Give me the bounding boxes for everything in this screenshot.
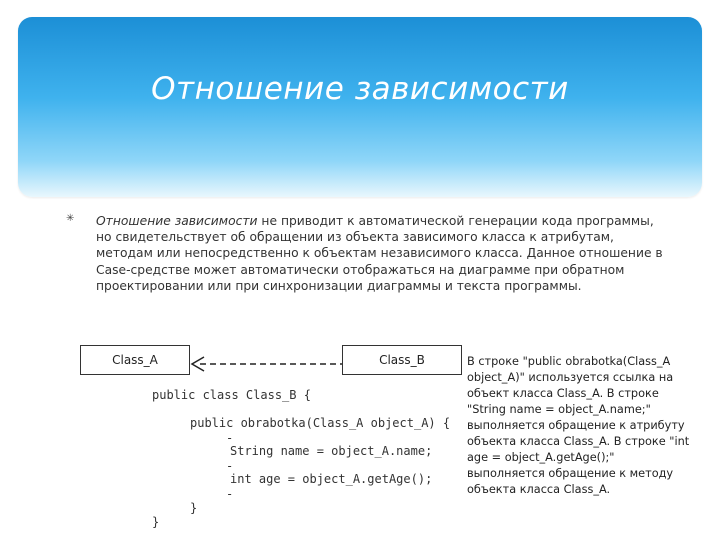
code-line-5: } — [190, 501, 198, 515]
dependency-arrow — [190, 352, 346, 376]
explanation-note: В строке "public obrabotka(Class_A object_A)" используется ссылка на объект класса Class_A. В строке "String name = object_A.name;" выполняется обращение к атрибуту объекта класса Class_A. В строке "int age = object_A.getAge();" выполняется обращение к методу объекта класса Class_A. — [467, 355, 690, 496]
class-a-box — [80, 345, 190, 375]
lead-term: Отношение зависимости — [96, 214, 258, 228]
paragraph-body: не приводит к автоматической генерации кода программы, но свидетельствует об обращении из объекта зависимого класса к атрибутам, методам или непосредственно к объектам независимого класса. Данное отношение в Case-средстве может автоматически отображаться на диаграмме при обратном проектировании или при синхронизации диаграммы и текста программы. — [96, 214, 663, 293]
bullet-star-icon: ✳ — [66, 213, 75, 224]
code-line-2: public obrabotka(Class_A object_A) { — [190, 416, 451, 430]
slide-title: Отношение зависимости — [151, 71, 569, 107]
bullet-paragraph — [96, 213, 664, 294]
title-banner — [18, 17, 702, 197]
code-dash-1: - — [226, 431, 234, 445]
code-line-1: public class Class_B { — [152, 388, 311, 402]
code-line-4: int age = object_A.getAge(); — [230, 472, 433, 486]
code-dash-3: - — [226, 487, 234, 501]
class-a-label: Class_A — [112, 353, 158, 367]
class-b-box — [342, 345, 462, 375]
class-b-label: Class_B — [379, 353, 425, 367]
code-line-3: String name = object_A.name; — [230, 444, 433, 458]
code-line-6: } — [152, 515, 160, 529]
code-dash-2: - — [226, 459, 234, 473]
